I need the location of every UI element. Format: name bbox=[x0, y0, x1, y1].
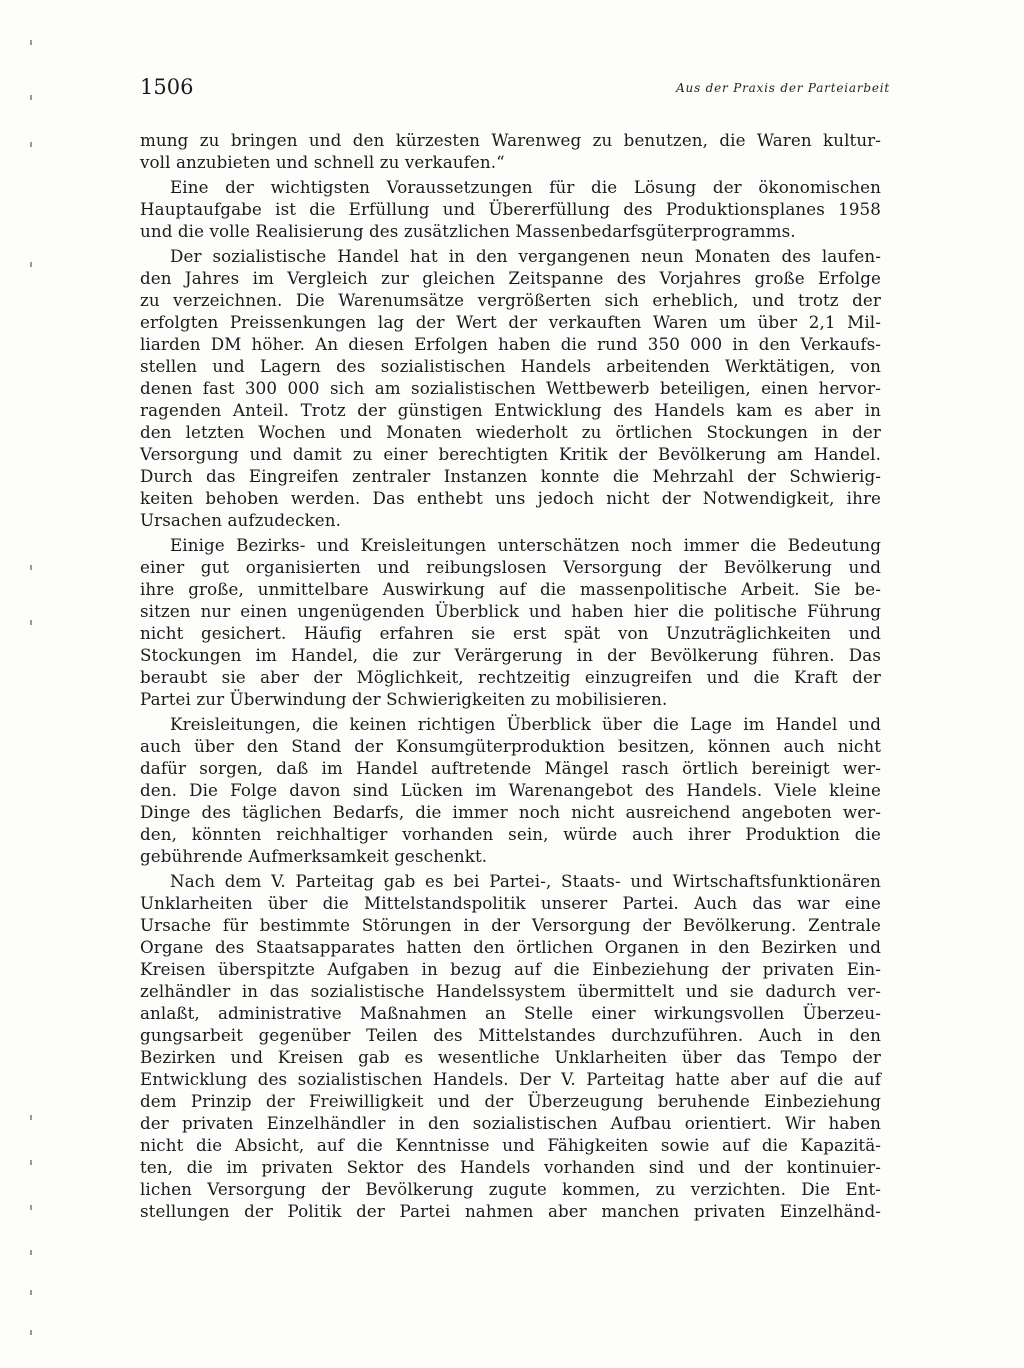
page-header bbox=[140, 72, 890, 108]
text-line: und die volle Realisierung des zusätzlichen Massenbedarfsgüterprogramms. bbox=[140, 221, 796, 241]
page-number: 1506 bbox=[140, 75, 194, 99]
text-line: nicht gesichert. Häufig erfahren sie erst spät von Unzuträglichkeiten und bbox=[140, 623, 881, 643]
text-line: einer gut organisierten und reibungslosen Versorgung der Bevölkerung und bbox=[140, 557, 881, 577]
text-line: Organe des Staatsapparates hatten den örtlichen Organen in den Bezirken und bbox=[140, 937, 881, 957]
text-line: Kreisen überspitzte Aufgaben in bezug auf die Einbeziehung der privaten Ein- bbox=[140, 959, 881, 979]
text-line: Ursache für bestimmte Störungen in der Versorgung der Bevölkerung. Zentrale bbox=[140, 915, 881, 935]
text-line: Einige Bezirks- und Kreisleitungen unterschätzen noch immer die Bedeutung bbox=[170, 535, 881, 555]
text-line: den, könnten reichhaltiger vorhanden sein, würde auch ihrer Produktion die bbox=[140, 824, 881, 844]
text-line: Nach dem V. Parteitag gab es bei Partei-, Staats- und Wirtschaftsfunktionären bbox=[170, 871, 881, 891]
text-line: dem Prinzip der Freiwilligkeit und der Überzeugung beruhende Einbeziehung bbox=[140, 1091, 881, 1111]
text-line: zu verzeichnen. Die Warenumsätze vergrößerten sich erheblich, und trotz der bbox=[140, 290, 881, 310]
text-line: denen fast 300 000 sich am sozialistischen Wettbewerb beteiligen, einen hervor- bbox=[140, 378, 881, 398]
text-line: sitzen nur einen ungenügenden Überblick und haben hier die politische Führung bbox=[140, 601, 881, 621]
text-line: Versorgung und damit zu einer berechtigten Kritik der Bevölkerung am Handel. bbox=[140, 444, 881, 464]
text-line: ragenden Anteil. Trotz der günstigen Entwicklung des Handels kam es aber in bbox=[140, 400, 881, 420]
text-line: Ursachen aufzudecken. bbox=[140, 510, 342, 530]
text-line: liarden DM höher. An diesen Erfolgen haben die rund 350 000 in den Verkaufs- bbox=[140, 334, 881, 354]
text-line: Unklarheiten über die Mittelstandspolitik unserer Partei. Auch das war eine bbox=[140, 893, 881, 913]
text-line: mung zu bringen und den kürzesten Warenweg zu benutzen, die Waren kultur- bbox=[140, 130, 881, 150]
scan-edge-marks bbox=[30, 0, 34, 1368]
text-line: Entwicklung des sozialistischen Handels. Der V. Parteitag hatte aber auf die auf bbox=[140, 1069, 881, 1089]
text-line: dafür sorgen, daß im Handel auftretende Mängel rasch örtlich bereinigt wer- bbox=[140, 758, 881, 778]
text-line: lichen Versorgung der Bevölkerung zugute kommen, zu verzichten. Die Ent- bbox=[140, 1179, 881, 1199]
text-line: nicht die Absicht, auf die Kenntnisse und Fähigkeiten sowie auf die Kapazitä- bbox=[140, 1135, 881, 1155]
text-line: Dinge des täglichen Bedarfs, die immer noch nicht ausreichend angeboten wer- bbox=[140, 802, 881, 822]
text-line: den. Die Folge davon sind Lücken im Warenangebot des Handels. Viele kleine bbox=[140, 780, 881, 800]
text-line: Eine der wichtigsten Voraussetzungen für die Lösung der ökonomischen bbox=[170, 177, 881, 197]
text-line: anlaßt, administrative Maßnahmen an Stelle einer wirkungsvollen Überzeu- bbox=[140, 1003, 881, 1023]
text-line: Kreisleitungen, die keinen richtigen Überblick über die Lage im Handel und bbox=[170, 714, 881, 734]
text-line: Bezirken und Kreisen gab es wesentliche Unklarheiten über das Tempo der bbox=[140, 1047, 881, 1067]
text-line: stellungen der Politik der Partei nahmen aber manchen privaten Einzelhänd- bbox=[140, 1201, 881, 1221]
text-line: der privaten Einzelhändler in den sozialistischen Aufbau orientiert. Wir haben bbox=[140, 1113, 881, 1133]
text-line: gungsarbeit gegenüber Teilen des Mittelstandes durchzuführen. Auch in den bbox=[140, 1025, 881, 1045]
text-line: keiten behoben werden. Das enthebt uns jedoch nicht der Notwendigkeit, ihre bbox=[140, 488, 881, 508]
text-line: Durch das Eingreifen zentraler Instanzen konnte die Mehrzahl der Schwierig- bbox=[140, 466, 881, 486]
text-line: Stockungen im Handel, die zur Verärgerung in der Bevölkerung führen. Das bbox=[140, 645, 881, 665]
text-line: den letzten Wochen und Monaten wiederholt zu örtlichen Stockungen in der bbox=[140, 422, 881, 442]
running-head: Aus der Praxis der Parteiarbeit bbox=[676, 81, 890, 95]
text-line: Der sozialistische Handel hat in den vergangenen neun Monaten des laufen- bbox=[170, 246, 881, 266]
text-line: den Jahres im Vergleich zur gleichen Zeitspanne des Vorjahres große Erfolge bbox=[140, 268, 881, 288]
text-line: voll anzubieten und schnell zu verkaufen.“ bbox=[140, 152, 505, 172]
text-line: zelhändler in das sozialistische Handelssystem übermittelt und sie dadurch ver- bbox=[140, 981, 881, 1001]
text-line: beraubt sie aber der Möglichkeit, rechtzeitig einzugreifen und die Kraft der bbox=[140, 667, 881, 687]
text-line: ihre große, unmittelbare Auswirkung auf die massenpolitische Arbeit. Sie be- bbox=[140, 579, 881, 599]
text-line: ten, die im privaten Sektor des Handels vorhanden sind und der kontinuier- bbox=[140, 1157, 881, 1177]
text-line: Hauptaufgabe ist die Erfüllung und Übererfüllung des Produktionsplanes 1958 bbox=[140, 199, 881, 219]
text-line: gebührende Aufmerksamkeit geschenkt. bbox=[140, 846, 488, 866]
text-line: Partei zur Überwindung der Schwierigkeiten zu mobilisieren. bbox=[140, 689, 668, 709]
text-line: stellen und Lagern des sozialistischen Handels arbeitenden Werktätigen, von bbox=[140, 356, 881, 376]
text-line: erfolgten Preissenkungen lag der Wert der verkauften Waren um über 2,1 Mil- bbox=[140, 312, 881, 332]
body-text bbox=[140, 129, 881, 1222]
text-line: auch über den Stand der Konsumgüterproduktion besitzen, können auch nicht bbox=[140, 736, 881, 756]
